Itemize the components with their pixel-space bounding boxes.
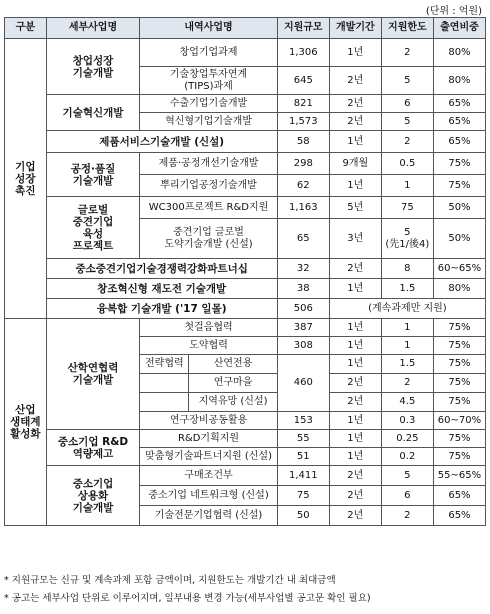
limit-cell: 1 bbox=[381, 319, 433, 337]
size-cell: 308 bbox=[277, 337, 329, 355]
ratio-cell: 75% bbox=[433, 430, 485, 448]
size-cell: 645 bbox=[277, 67, 329, 95]
header-cell: 세부사업명 bbox=[46, 18, 140, 39]
period-cell: 2년 bbox=[329, 374, 381, 393]
ratio-cell: 75% bbox=[433, 374, 485, 393]
size-cell: 62 bbox=[277, 175, 329, 197]
limit-cell: 0.5 bbox=[381, 153, 433, 175]
size-cell: 506 bbox=[277, 299, 329, 319]
ratio-cell: 80% bbox=[433, 39, 485, 67]
table-row bbox=[5, 299, 486, 319]
program-table bbox=[4, 17, 486, 526]
item-cell: 도약협력 bbox=[140, 337, 277, 355]
item-cell: 첫걸음협력 bbox=[140, 319, 277, 337]
limit-cell: 1 bbox=[381, 175, 433, 197]
period-cell: 2년 bbox=[329, 393, 381, 412]
size-cell: 75 bbox=[277, 486, 329, 506]
item-cell: 중견기업 글로벌 도약기술개발 (신설) bbox=[140, 219, 277, 259]
limit-cell: 5 bbox=[381, 466, 433, 486]
ratio-cell: 80% bbox=[433, 279, 485, 299]
ratio-cell: 55~65% bbox=[433, 466, 485, 486]
item-label: 산연전용 bbox=[188, 355, 276, 373]
size-cell: 51 bbox=[277, 448, 329, 466]
limit-cell: 0.25 bbox=[381, 430, 433, 448]
table-row bbox=[5, 95, 486, 113]
limit-cell: 5 bbox=[381, 67, 433, 95]
size-cell: 821 bbox=[277, 95, 329, 113]
limit-cell: 2 bbox=[381, 131, 433, 153]
table-row bbox=[5, 39, 486, 67]
item-cell: 제품·공정개선기술개발 bbox=[140, 153, 277, 175]
ratio-cell: 50% bbox=[433, 219, 485, 259]
table-row bbox=[5, 197, 486, 219]
ratio-cell: 50% bbox=[433, 197, 485, 219]
period-cell: 1년 bbox=[329, 448, 381, 466]
footnote: * 지원규모는 신규 및 계속과제 포함 금액이며, 지원한도는 개발기간 내 최대금액 bbox=[4, 575, 336, 586]
ratio-cell: 60~65% bbox=[433, 259, 485, 279]
item-cell: 기술창업투자연계 (TIPS)과제 bbox=[140, 67, 277, 95]
period-cell: 2년 bbox=[329, 67, 381, 95]
item-label: 지역유망 (신설) bbox=[188, 393, 276, 411]
table-row bbox=[5, 259, 486, 279]
limit-cell: 2 bbox=[381, 39, 433, 67]
item-label: 연구마을 bbox=[188, 374, 276, 392]
item-cell bbox=[140, 393, 277, 412]
item-cell: 연구장비공동활용 bbox=[140, 412, 277, 430]
size-cell: 55 bbox=[277, 430, 329, 448]
item-group-label: 전략협력 bbox=[145, 358, 184, 369]
header-cell: 내역사업명 bbox=[140, 18, 277, 39]
period-cell: 2년 bbox=[329, 466, 381, 486]
size-cell: 387 bbox=[277, 319, 329, 337]
header-cell: 출연비중 bbox=[433, 18, 485, 39]
item-cell: R&D기획지원 bbox=[140, 430, 277, 448]
limit-cell: 5 (先1/後4) bbox=[381, 219, 433, 259]
ratio-cell: 75% bbox=[433, 319, 485, 337]
period-cell: 2년 bbox=[329, 486, 381, 506]
period-cell: 1년 bbox=[329, 319, 381, 337]
size-cell: 32 bbox=[277, 259, 329, 279]
ratio-cell: 65% bbox=[433, 113, 485, 131]
subprogram-cell: 융복합 기술개발 ('17 일몰) bbox=[46, 299, 277, 319]
item-cell: 구매조건부 bbox=[140, 466, 277, 486]
period-cell: 1년 bbox=[329, 175, 381, 197]
size-cell: 38 bbox=[277, 279, 329, 299]
limit-cell: 75 bbox=[381, 197, 433, 219]
table-row bbox=[5, 466, 486, 486]
ratio-cell: 75% bbox=[433, 448, 485, 466]
subprogram-cell: 중소기업 R&D 역량제고 bbox=[46, 430, 140, 466]
period-cell: 3년 bbox=[329, 219, 381, 259]
limit-cell: 1.5 bbox=[381, 355, 433, 374]
item-cell: WC300프로젝트 R&D지원 bbox=[140, 197, 277, 219]
period-cell: 2년 bbox=[329, 113, 381, 131]
period-cell: 1년 bbox=[329, 131, 381, 153]
period-cell: 1년 bbox=[329, 412, 381, 430]
header-cell: 구분 bbox=[5, 18, 47, 39]
period-cell: 2년 bbox=[329, 506, 381, 526]
period-cell: 5년 bbox=[329, 197, 381, 219]
footnotes bbox=[4, 572, 371, 608]
table-row bbox=[5, 153, 486, 175]
limit-cell: 6 bbox=[381, 486, 433, 506]
size-cell: 1,163 bbox=[277, 197, 329, 219]
limit-cell: 0.3 bbox=[381, 412, 433, 430]
ratio-cell: 65% bbox=[433, 506, 485, 526]
ratio-cell: 75% bbox=[433, 175, 485, 197]
limit-cell: 1.5 bbox=[381, 279, 433, 299]
limit-cell: 8 bbox=[381, 259, 433, 279]
item-cell: 창업기업과제 bbox=[140, 39, 277, 67]
period-cell: 1년 bbox=[329, 430, 381, 448]
item-cell: 수출기업기술개발 bbox=[140, 95, 277, 113]
period-cell: 2년 bbox=[329, 95, 381, 113]
ratio-cell: 75% bbox=[433, 153, 485, 175]
item-cell bbox=[140, 355, 277, 374]
subprogram-cell: 중소기업 상용화 기술개발 bbox=[46, 466, 140, 526]
subprogram-cell: 글로벌 중견기업 육성 프로젝트 bbox=[46, 197, 140, 259]
header-row bbox=[5, 18, 486, 39]
limit-cell: 2 bbox=[381, 374, 433, 393]
item-cell: 맞춤형기술파트너지원 (신설) bbox=[140, 448, 277, 466]
header-cell: 지원규모 bbox=[277, 18, 329, 39]
size-cell: 58 bbox=[277, 131, 329, 153]
group-cell: 산업 생태계 활성화 bbox=[5, 319, 47, 526]
subprogram-cell: 중소중견기업기술경쟁력강화파트너십 bbox=[46, 259, 277, 279]
subprogram-cell: 공정·품질 기술개발 bbox=[46, 153, 140, 197]
size-cell: 298 bbox=[277, 153, 329, 175]
header-cell: 개발기간 bbox=[329, 18, 381, 39]
footnote: * 공고는 세부사업 단위로 이루어지며, 일부내용 변경 가능(세부사업별 공고문 확인 필요) bbox=[4, 593, 371, 604]
limit-cell: 1 bbox=[381, 337, 433, 355]
item-cell: 기술전문기업협력 (신설) bbox=[140, 506, 277, 526]
ratio-cell: 75% bbox=[433, 393, 485, 412]
size-cell: 1,573 bbox=[277, 113, 329, 131]
ratio-cell: 60~70% bbox=[433, 412, 485, 430]
size-cell: 1,411 bbox=[277, 466, 329, 486]
size-cell: 153 bbox=[277, 412, 329, 430]
merged-note-cell: (계속과제만 지원) bbox=[329, 299, 485, 319]
size-cell: 65 bbox=[277, 219, 329, 259]
limit-cell: 6 bbox=[381, 95, 433, 113]
table-row bbox=[5, 319, 486, 337]
period-cell: 1년 bbox=[329, 337, 381, 355]
item-cell: 뿌리기업공정기술개발 bbox=[140, 175, 277, 197]
period-cell: 9개월 bbox=[329, 153, 381, 175]
period-cell: 1년 bbox=[329, 39, 381, 67]
subprogram-cell: 창조혁신형 재도전 기술개발 bbox=[46, 279, 277, 299]
ratio-cell: 65% bbox=[433, 95, 485, 113]
ratio-cell: 65% bbox=[433, 131, 485, 153]
unit-note: (단위 : 억원) bbox=[425, 6, 482, 17]
period-cell: 1년 bbox=[329, 279, 381, 299]
ratio-cell: 75% bbox=[433, 337, 485, 355]
item-cell: 혁신형기업기술개발 bbox=[140, 113, 277, 131]
group-cell: 기업 성장 촉진 bbox=[5, 39, 47, 319]
subprogram-cell: 산학연협력 기술개발 bbox=[46, 319, 140, 430]
item-cell bbox=[140, 374, 277, 393]
subprogram-cell: 창업성장 기술개발 bbox=[46, 39, 140, 95]
limit-cell: 4.5 bbox=[381, 393, 433, 412]
ratio-cell: 75% bbox=[433, 355, 485, 374]
period-cell: 2년 bbox=[329, 259, 381, 279]
table-row bbox=[5, 430, 486, 448]
size-cell: 50 bbox=[277, 506, 329, 526]
ratio-cell: 80% bbox=[433, 67, 485, 95]
limit-cell: 2 bbox=[381, 506, 433, 526]
size-cell: 460 bbox=[277, 355, 329, 412]
table-row bbox=[5, 131, 486, 153]
ratio-cell: 65% bbox=[433, 486, 485, 506]
subprogram-cell: 기술혁신개발 bbox=[46, 95, 140, 131]
table-row bbox=[5, 279, 486, 299]
size-cell: 1,306 bbox=[277, 39, 329, 67]
subprogram-cell: 제품서비스기술개발 (신설) bbox=[46, 131, 277, 153]
item-cell: 중소기업 네트워크형 (신설) bbox=[140, 486, 277, 506]
limit-cell: 5 bbox=[381, 113, 433, 131]
period-cell: 1년 bbox=[329, 355, 381, 374]
limit-cell: 0.2 bbox=[381, 448, 433, 466]
header-cell: 지원한도 bbox=[381, 18, 433, 39]
